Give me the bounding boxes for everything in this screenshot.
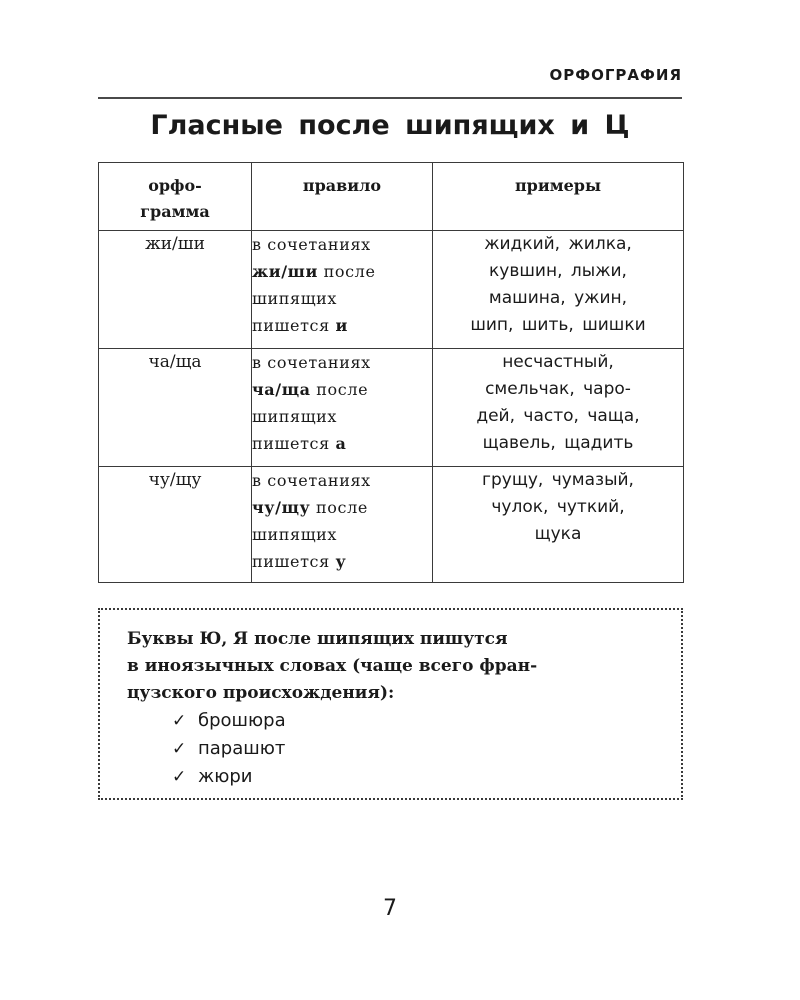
example-line: несчастный, bbox=[502, 352, 614, 372]
list-item bbox=[172, 707, 681, 735]
table-header-row bbox=[99, 163, 684, 231]
rule-line bbox=[252, 548, 432, 575]
rule-after: после bbox=[310, 380, 369, 399]
note-line: Буквы Ю, Я после шипящих пишутся bbox=[127, 629, 508, 649]
checkmark-icon: ✓ bbox=[172, 739, 187, 759]
rule-pair: чу/щу bbox=[252, 498, 311, 517]
header-examples: примеры bbox=[433, 163, 684, 231]
checkmark-icon: ✓ bbox=[172, 711, 187, 731]
list-item-text: брошюра bbox=[198, 710, 286, 731]
rule-letter: а bbox=[335, 434, 347, 453]
orthogram-cell: жи/ши bbox=[99, 231, 252, 349]
checkmark-icon: ✓ bbox=[172, 767, 187, 787]
table-row bbox=[99, 231, 684, 349]
rule-line: шипящих bbox=[252, 289, 338, 308]
header-orthogram-line2: грамма bbox=[140, 202, 210, 221]
rule-verb: пишется bbox=[252, 552, 336, 571]
page-number: 7 bbox=[383, 896, 397, 921]
rule-pair: ча/ща bbox=[252, 380, 311, 399]
note-text bbox=[127, 626, 681, 707]
rule-line bbox=[252, 494, 432, 521]
examples-cell bbox=[433, 231, 684, 349]
rule-line bbox=[252, 376, 432, 403]
orthography-table bbox=[98, 162, 684, 583]
header-orthogram-line1: орфо- bbox=[148, 176, 202, 195]
note-line: цузского происхождения): bbox=[127, 683, 395, 703]
list-item-text: жюри bbox=[198, 766, 253, 787]
example-line: чулок, чуткий, bbox=[491, 497, 625, 517]
rule-line: шипящих bbox=[252, 525, 338, 544]
table-row bbox=[99, 349, 684, 467]
rule-line bbox=[252, 312, 432, 339]
example-line: жидкий, жилка, bbox=[484, 234, 632, 254]
orthogram-cell: ча/ща bbox=[99, 349, 252, 467]
rule-verb: пишется bbox=[252, 316, 336, 335]
example-line: кувшин, лыжи, bbox=[489, 261, 627, 281]
example-word-list bbox=[127, 707, 681, 791]
header-orthogram bbox=[99, 163, 252, 231]
rule-line: в сочетаниях bbox=[252, 235, 371, 254]
table-row bbox=[99, 467, 684, 583]
example-line: смельчак, чаро- bbox=[485, 379, 631, 399]
rule-line bbox=[252, 430, 432, 457]
example-line: дей, часто, чаща, bbox=[476, 406, 640, 426]
rule-line: шипящих bbox=[252, 407, 338, 426]
list-item bbox=[172, 763, 681, 791]
rule-pair: жи/ши bbox=[252, 262, 318, 281]
list-item bbox=[172, 735, 681, 763]
example-line: щука bbox=[534, 524, 582, 544]
rule-cell bbox=[252, 231, 433, 349]
rule-cell bbox=[252, 349, 433, 467]
rule-line bbox=[252, 258, 432, 285]
example-line: щавель, щадить bbox=[482, 433, 634, 453]
rule-letter: и bbox=[335, 316, 348, 335]
examples-cell bbox=[433, 349, 684, 467]
example-line: грущу, чумазый, bbox=[482, 470, 634, 490]
rule-verb: пишется bbox=[252, 434, 336, 453]
header-divider bbox=[98, 97, 682, 99]
note-line: в иноязычных словах (чаще всего фран- bbox=[127, 656, 538, 676]
example-line: машина, ужин, bbox=[488, 288, 628, 308]
page-title: Гласные после шипящих и Ц bbox=[150, 110, 630, 141]
rule-line: в сочетаниях bbox=[252, 471, 371, 490]
header-rule: правило bbox=[252, 163, 433, 231]
section-label: ОРФОГРАФИЯ bbox=[549, 66, 682, 84]
example-line: шип, шить, шишки bbox=[470, 315, 646, 335]
rule-cell bbox=[252, 467, 433, 583]
rule-after: после bbox=[317, 262, 376, 281]
rule-after: после bbox=[310, 498, 368, 517]
list-item-text: парашют bbox=[198, 738, 286, 759]
rule-line: в сочетаниях bbox=[252, 353, 371, 372]
note-box bbox=[98, 608, 683, 800]
rule-letter: у bbox=[335, 552, 347, 571]
examples-cell bbox=[433, 467, 684, 583]
orthogram-cell: чу/щу bbox=[99, 467, 252, 583]
